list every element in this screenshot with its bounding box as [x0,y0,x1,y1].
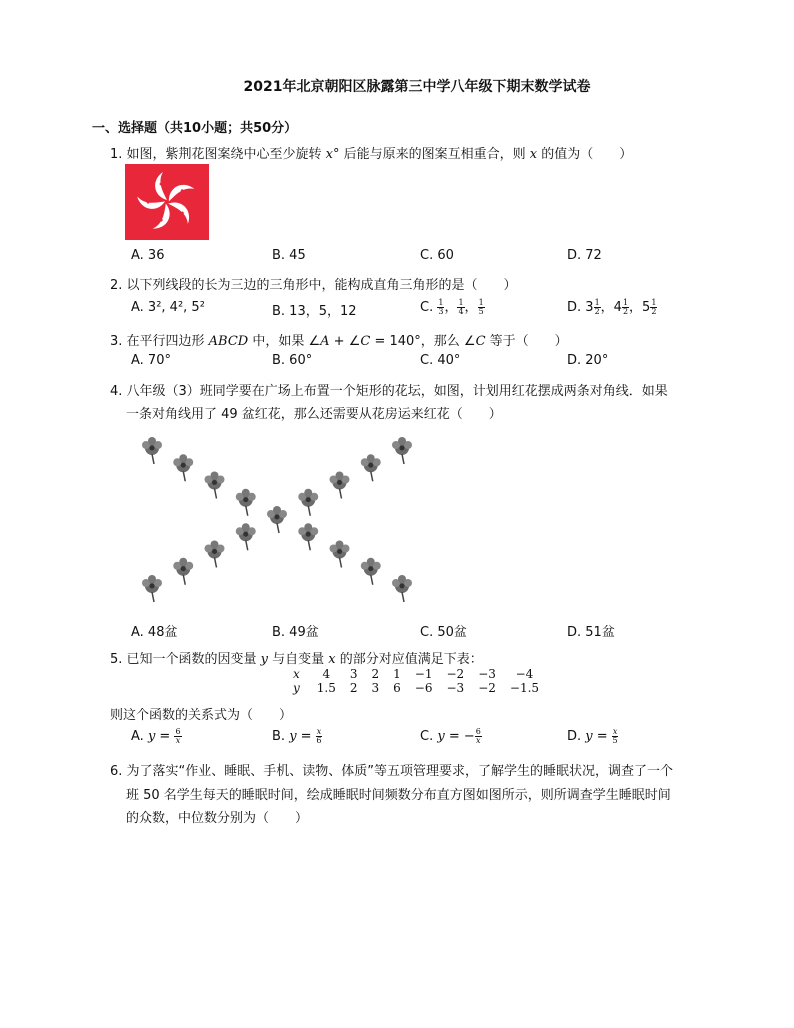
flower-icon [173,558,193,585]
flower-icon [392,437,412,464]
q5-option-b: B. y = $\frac{x}{6}$ [272,727,322,745]
question-6-line-3: 的众数，中位数分别为（ ） [126,811,309,826]
flower-icon [205,541,225,568]
flower-icon [142,437,162,464]
flower-icon [298,523,318,550]
q2-option-a: A. 3², 4², 5² [131,300,205,315]
flower-icon [361,454,381,481]
flower-icon [173,454,193,481]
q4-option-a: A. 48盆 [131,625,178,640]
q1-option-a: A. 36 [131,248,165,263]
flower-icon [392,575,412,602]
q3-option-c: C. 40° [420,353,461,368]
q4-option-c: C. 50盆 [420,625,467,640]
table-row-y: y 1.5 2 3 6 −6 −3 −2 −1.5 [293,681,540,695]
question-5-after: 则这个函数的关系式为（ ） [110,708,293,723]
q5-option-d: D. y = $\frac{x}{5}$ [567,727,618,745]
question-1-stem: 1. 如图，紫荆花图案绕中心至少旋转 x° 后能与原来的图案互相重合，则 x 的值为（ ） [110,147,633,162]
q2-option-c: C. $\frac{1}{3}$ ， $\frac{1}{4}$ ， $\frac{1}{5}$ [420,298,484,316]
question-2-stem: 2. 以下列线段的长为三边的三角形中，能构成直角三角形的是（ ） [110,278,517,293]
q5-option-a: A. y = $\frac{6}{x}$ [131,727,181,745]
question-4-line-1: 4. 八年级（3）班同学要在广场上布置一个矩形的花坛，如图，计划用红花摆成两条对角线．如果 [110,384,668,399]
q1-option-d: D. 72 [567,248,602,263]
flower-icon [236,489,256,516]
q2-option-d: D. 3 $\frac{1}{2}$ ，4 $\frac{1}{2}$ ，5 $\frac{1}{2}$ [567,298,657,316]
q3-option-d: D. 20° [567,353,609,368]
q5-option-c: C. y = − $\frac{6}{x}$ [420,727,481,745]
q4-option-b: B. 49盆 [272,625,319,640]
table-row-x: x 4 3 2 1 −1 −2 −3 −4 [293,667,534,681]
question-6-line-2: 班 50 名学生每天的睡眠时间，绘成睡眠时间频数分布直方图如图所示，则所调查学生睡眠时间 [126,788,671,803]
q3-option-a: A. 70° [131,353,171,368]
flower-icon [298,489,318,516]
question-4-line-2: 一条对角线用了 49 盆红花，那么还需要从花房运来红花（ ） [126,407,502,422]
q3-option-b: B. 60° [272,353,313,368]
question-6-line-1: 6. 为了落实“作业、睡眠、手机、读物、体质”等五项管理要求，了解学生的睡眠状况，调查了一个 [110,764,674,779]
section-heading: 一、选择题（共10小题；共50分） [92,121,298,136]
question-3-stem: 3. 在平行四边形 ABCD 中，如果 ∠A + ∠C = 140°，那么 ∠C 等于（ ） [110,334,568,349]
flower-icon [330,541,350,568]
q2-option-b: B. 13，5，12 [272,304,357,319]
bauhinia-flag-image [125,164,209,240]
flower-icon [361,558,381,585]
q1-option-c: C. 60 [420,248,454,263]
q1-option-b: B. 45 [272,248,306,263]
page-title: 2021年北京朝阳区脉露第三中学八年级下期末数学试卷 [243,79,591,95]
flower-icon [142,575,162,602]
flower-icon [330,472,350,499]
flower-icon [267,506,287,533]
flower-x-figure [132,428,422,606]
question-5-stem: 5. 已知一个函数的因变量 y 与自变量 x 的部分对应值满足下表： [110,652,483,667]
q4-option-d: D. 51盆 [567,625,615,640]
flower-icon [205,472,225,499]
value-table [286,667,546,695]
flower-icon [236,523,256,550]
